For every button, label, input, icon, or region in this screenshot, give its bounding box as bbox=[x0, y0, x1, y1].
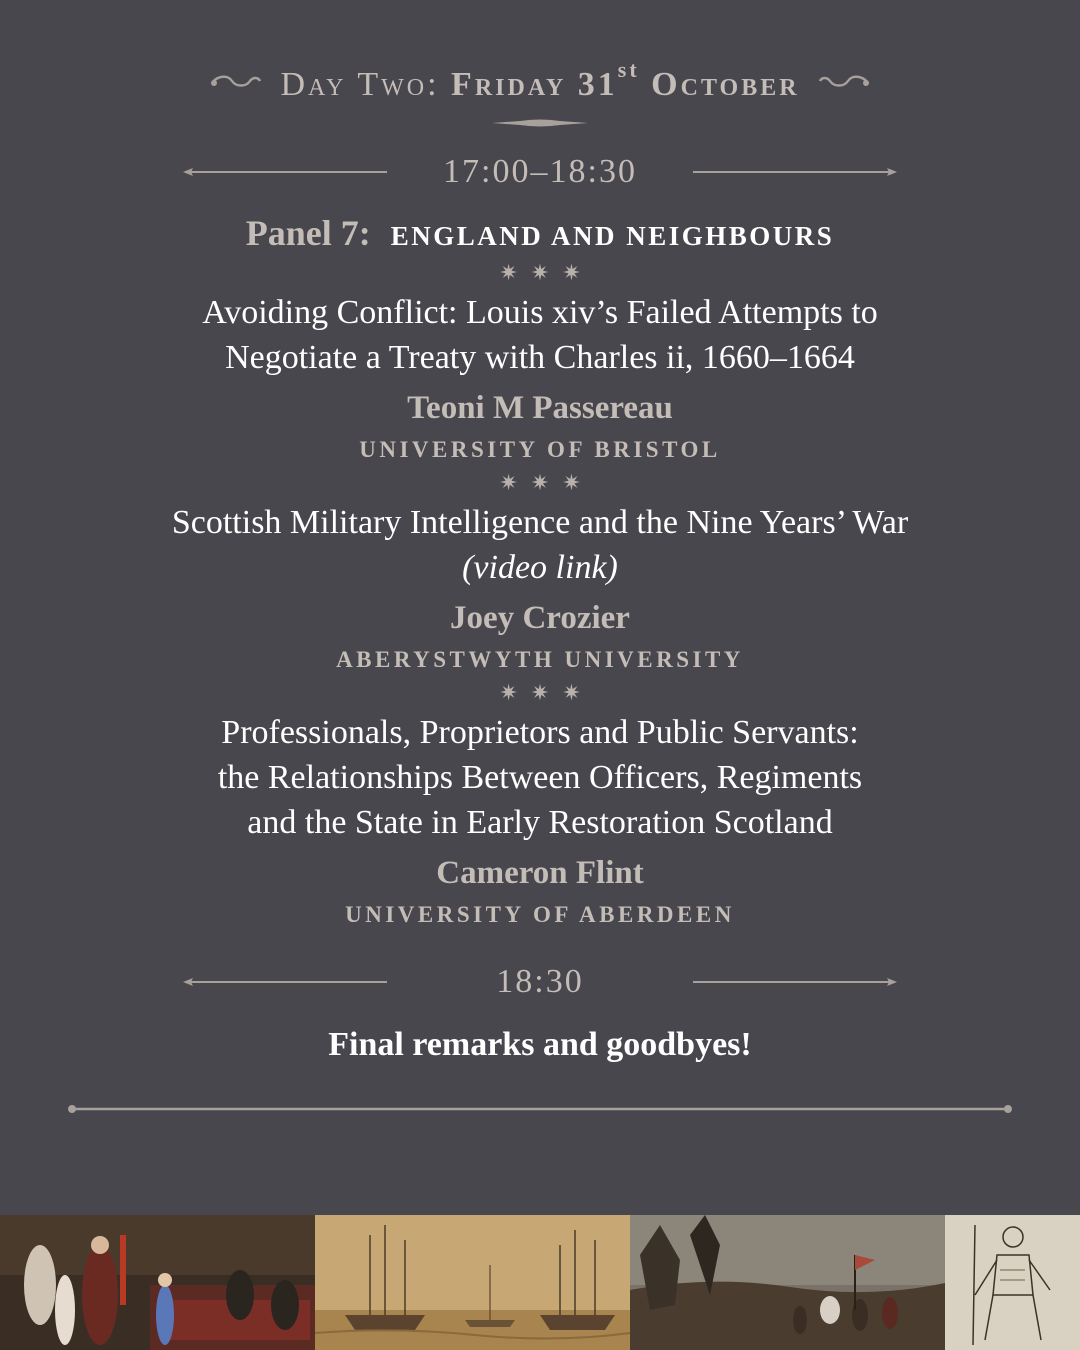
speaker-name-3: Cameron Flint bbox=[436, 855, 644, 891]
talk-title-1 bbox=[0, 290, 1080, 380]
header-date: Friday 31 bbox=[451, 65, 618, 103]
closing-remarks: Final remarks and goodbyes! bbox=[328, 1026, 752, 1063]
engraving-soldier-image bbox=[945, 1215, 1080, 1350]
ornament-divider-icon bbox=[0, 116, 1080, 130]
star-icon: ✷ bbox=[530, 470, 550, 495]
talk-title-line: and the State in Early Restoration Scotland bbox=[247, 804, 833, 841]
header-month: October bbox=[651, 65, 800, 103]
star-icon: ✷ bbox=[499, 260, 518, 285]
time-slot-1 bbox=[0, 152, 1080, 192]
right-arrow-icon bbox=[693, 166, 897, 178]
talk-title-line: Scottish Military Intelligence and the Nine Years’ War bbox=[171, 504, 909, 541]
talk-title-line: Avoiding Conflict: Louis xiv’s Failed Attempts to bbox=[202, 294, 878, 331]
panel-label: Panel 7: bbox=[245, 213, 371, 253]
star-separator bbox=[0, 262, 1080, 284]
speaker-affiliation-1: UNIVERSITY OF BRISTOL bbox=[359, 437, 721, 462]
star-icon: ✷ bbox=[562, 470, 581, 495]
day-header bbox=[0, 52, 1080, 108]
image-strip bbox=[0, 1215, 1080, 1350]
star-separator bbox=[0, 472, 1080, 494]
speaker-name-1: Teoni M Passereau bbox=[407, 390, 673, 426]
painting-ships-at-sea-image bbox=[315, 1215, 630, 1350]
star-icon: ✷ bbox=[499, 470, 518, 495]
speaker-name-2: Joey Crozier bbox=[450, 600, 630, 636]
right-arrow-icon bbox=[693, 976, 897, 988]
panel-title: ENGLAND AND NEIGHBOURS bbox=[390, 221, 835, 251]
panel-heading bbox=[0, 212, 1080, 262]
speaker-affiliation-3: UNIVERSITY OF ABERDEEN bbox=[345, 902, 735, 927]
time-slot-2 bbox=[0, 962, 1080, 1002]
left-flourish-icon bbox=[210, 69, 262, 91]
talk-title-2 bbox=[0, 500, 1080, 590]
talk-title-3 bbox=[0, 710, 1080, 845]
talk-title-line: Negotiate a Treaty with Charles ii, 1660–1664 bbox=[225, 339, 855, 376]
star-icon: ✷ bbox=[530, 680, 550, 705]
talk-note: (video link) bbox=[462, 549, 618, 586]
header-date-suffix: st bbox=[617, 56, 640, 82]
time-label: 18:30 bbox=[496, 963, 584, 1000]
header-day: Day Two: bbox=[280, 65, 440, 103]
star-icon: ✷ bbox=[562, 680, 581, 705]
talk-title-line: Professionals, Proprietors and Public Servants: bbox=[221, 714, 859, 751]
star-separator bbox=[0, 682, 1080, 704]
right-flourish-icon bbox=[818, 69, 870, 91]
painting-interior-scene-image bbox=[0, 1215, 315, 1350]
speaker-affiliation-2: ABERYSTWYTH UNIVERSITY bbox=[336, 647, 744, 672]
header-title bbox=[280, 57, 799, 104]
time-label: 17:00–18:30 bbox=[443, 153, 637, 190]
star-icon: ✷ bbox=[499, 680, 518, 705]
talk-title-line: the Relationships Between Officers, Regiments bbox=[217, 759, 863, 796]
left-arrow-icon bbox=[183, 976, 387, 988]
left-arrow-icon bbox=[183, 166, 387, 178]
bottom-rule-divider bbox=[66, 1102, 1014, 1116]
painting-battle-landscape-image bbox=[630, 1215, 945, 1350]
star-icon: ✷ bbox=[530, 260, 550, 285]
star-icon: ✷ bbox=[562, 260, 581, 285]
